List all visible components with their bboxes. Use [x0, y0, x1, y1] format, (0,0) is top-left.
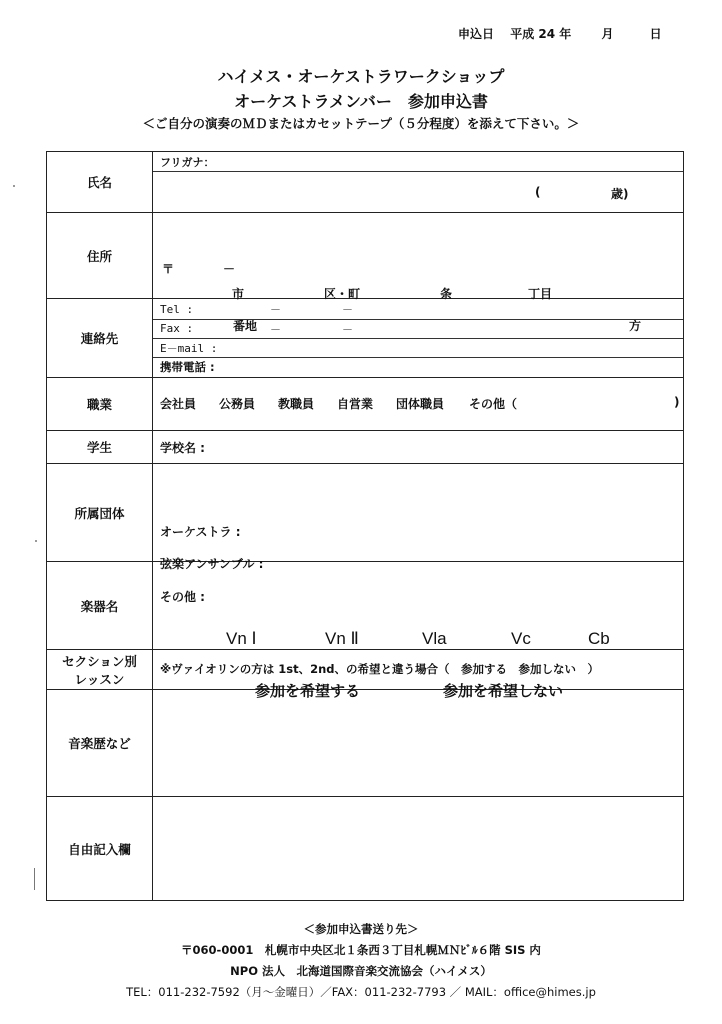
- instrument-label: 楽器名: [47, 562, 153, 650]
- fax-dash1: －: [270, 322, 281, 336]
- section-lesson-label-2: レッスン: [74, 671, 125, 687]
- age-open: (: [535, 185, 541, 199]
- footer-contact: TEL：011-232-7592（月～金曜日）／FAX：011-232-7793 ／ MAIL：office@himes.jp: [126, 985, 596, 999]
- tel-field[interactable]: [153, 300, 683, 320]
- scan-speck: [35, 540, 37, 542]
- free-entry-label: 自由記入欄: [47, 797, 153, 901]
- instrument-vn1[interactable]: Vn Ⅰ: [226, 628, 257, 648]
- occupation-field[interactable]: [153, 378, 684, 431]
- date-year: 平成 24 年: [510, 27, 572, 41]
- section-lesson-label: [47, 650, 153, 690]
- school-label: 学校名 :: [160, 440, 205, 455]
- contact-cell: [153, 299, 684, 378]
- footer-heading: ＜参加申込書送り先＞: [303, 922, 419, 936]
- kata-label: 方: [629, 318, 642, 333]
- violin-note: ※ヴァイオリンの方は 1st、2nd、の希望と違う場合（ 参加する 参加しない ）: [160, 661, 599, 676]
- instrument-cb[interactable]: Cb: [588, 628, 610, 648]
- furigana-field[interactable]: [153, 152, 683, 172]
- title-note: ＜ご自分の演奏のＭＤまたはカセットテープ（５分程度）を添えて下さい。＞: [142, 116, 580, 131]
- title-line1: ハイメス・オーケストラワークショップ: [217, 67, 505, 86]
- name-label: 氏名: [47, 152, 153, 213]
- tel-dash2: －: [342, 303, 353, 316]
- postal-mark: 〒: [162, 261, 175, 276]
- affiliation-label: 所属団体: [47, 464, 153, 562]
- occupation-self[interactable]: 自営業: [337, 397, 374, 411]
- date-label: 申込日: [458, 27, 495, 41]
- banchi-label: 番地: [233, 318, 258, 333]
- fax-dash2: －: [342, 322, 353, 336]
- orchestra-label: オーケストラ :: [160, 524, 241, 539]
- instrument-vn2[interactable]: Vn Ⅱ: [325, 628, 359, 648]
- footer-address: 〒060-0001 札幌市中央区北１条西３丁目札幌ＭＮﾋﾞﾙ６階 SIS 内: [181, 943, 541, 957]
- title-line2: オーケストラメンバー 参加申込書: [234, 92, 488, 111]
- instrument-field[interactable]: [153, 562, 684, 676]
- name-cell: [153, 152, 684, 213]
- occupation-public[interactable]: 公務員: [219, 397, 256, 411]
- footer-organization: NPO 法人 北海道国際音楽交流協会（ハイメス）: [230, 964, 492, 978]
- student-label: 学生: [47, 431, 153, 464]
- date-day: 日: [649, 27, 662, 41]
- age-close: 歳): [611, 187, 629, 201]
- instrument-vc[interactable]: Vc: [511, 628, 531, 648]
- occupation-teacher[interactable]: 教職員: [278, 397, 315, 411]
- email-field[interactable]: [153, 339, 683, 358]
- instrument-vla[interactable]: Vla: [422, 628, 447, 648]
- tel-label: Tel :: [160, 302, 194, 316]
- strings-label: 弦楽アンサンブル :: [160, 556, 264, 571]
- mobile-label: 携帯電話 :: [160, 360, 215, 374]
- mobile-field[interactable]: [153, 358, 683, 377]
- affiliation-other-label: その他 :: [160, 589, 205, 604]
- email-label: E－mail :: [160, 341, 218, 355]
- application-form-table: [46, 151, 684, 901]
- section-lesson-label-1: セクション別: [62, 653, 137, 669]
- scan-mark: [34, 868, 35, 890]
- occupation-close: ): [674, 395, 680, 409]
- tel-dash1: －: [270, 303, 281, 316]
- affiliation-field[interactable]: [153, 464, 684, 604]
- school-field[interactable]: [153, 431, 684, 464]
- ward-label: 区・町: [324, 286, 361, 301]
- postal-dash: －: [223, 261, 236, 276]
- fax-label: Fax :: [160, 322, 194, 335]
- occupation-other[interactable]: その他（: [469, 397, 518, 411]
- music-history-label: 音楽歴など: [47, 690, 153, 797]
- contact-label: 連絡先: [47, 299, 153, 378]
- furigana-label: フリガナ：: [160, 155, 215, 169]
- jo-label: 条: [440, 286, 453, 301]
- address-label: 住所: [47, 213, 153, 299]
- scan-speck: [13, 185, 15, 187]
- city-label: 市: [232, 286, 245, 301]
- application-date: [458, 25, 662, 42]
- occupation-org[interactable]: 団体職員: [396, 397, 445, 411]
- name-field[interactable]: [153, 172, 683, 212]
- section-lesson-yes[interactable]: 参加を希望する: [255, 681, 361, 700]
- fax-field[interactable]: [153, 320, 683, 339]
- free-entry-field[interactable]: [153, 797, 684, 901]
- occupation-label: 職業: [47, 378, 153, 431]
- occupation-company[interactable]: 会社員: [160, 397, 197, 411]
- date-month: 月: [601, 27, 614, 41]
- music-history-field[interactable]: [153, 690, 684, 797]
- section-lesson-no[interactable]: 参加を希望しない: [443, 681, 564, 700]
- chome-label: 丁目: [528, 286, 553, 301]
